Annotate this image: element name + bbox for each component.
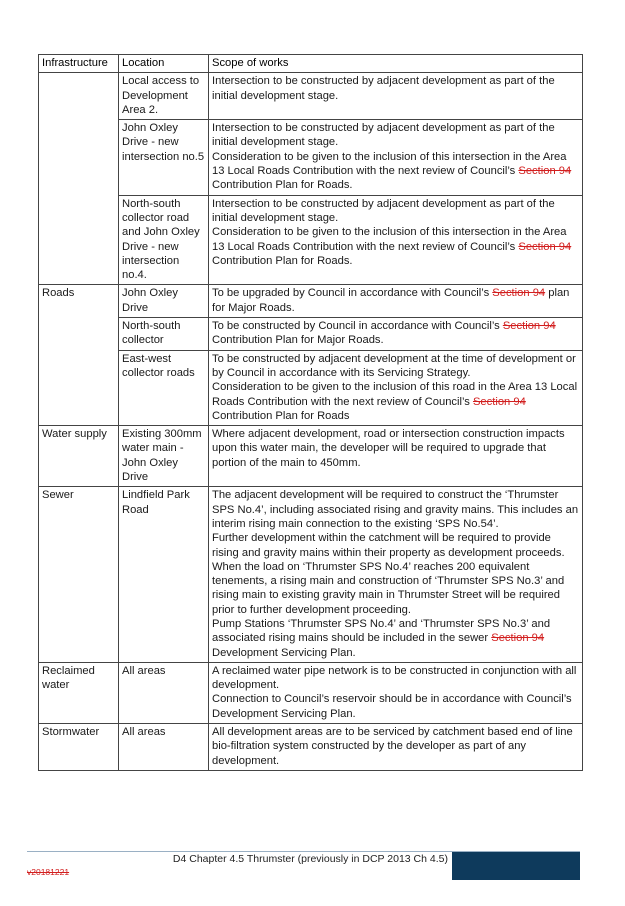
- location-cell: John Oxley Drive: [119, 285, 209, 318]
- scope-cell: [209, 120, 583, 195]
- scope-cell: [209, 285, 583, 318]
- scope-paragraph: [212, 225, 579, 268]
- scope-cell: [209, 426, 583, 487]
- version-stamp: v20181221: [27, 867, 70, 877]
- table-header-row: [39, 55, 583, 73]
- deleted-text: Section 94: [518, 165, 572, 178]
- scope-paragraph: [212, 427, 579, 470]
- deleted-text: Section 94: [472, 395, 526, 408]
- scope-paragraph: [212, 380, 579, 423]
- location-cell: East-west collector roads: [119, 350, 209, 425]
- scope-paragraph: [212, 531, 579, 560]
- footer-accent-block: [452, 852, 580, 880]
- scope-cell: [209, 350, 583, 425]
- scope-cell: [209, 318, 583, 351]
- scope-cell: [209, 195, 583, 285]
- footer-title: D4 Chapter 4.5 Thrumster (previously in DCP 2013 Ch 4.5): [172, 853, 448, 865]
- infrastructure-cell: Water supply: [39, 426, 119, 487]
- scope-paragraph: [212, 286, 579, 315]
- infrastructure-table: [38, 54, 583, 771]
- scope-text: Further development within the catchment will be required to provide rising and gravity mains within their property as development proceeds.: [212, 532, 565, 559]
- scope-paragraph: [212, 488, 579, 531]
- location-cell: All areas: [119, 724, 209, 771]
- location-cell: John Oxley Drive - new intersection no.5: [119, 120, 209, 195]
- location-cell: Local access to Development Area 2.: [119, 73, 209, 120]
- scope-text: Connection to Council’s reservoir should be in accordance with Council’s Development Servicing Plan.: [212, 693, 572, 720]
- header-infrastructure: Infrastructure: [39, 55, 119, 73]
- scope-text: Contribution Plan for Roads.: [212, 179, 353, 192]
- scope-text: To be upgraded by Council in accordance with Council’s: [212, 287, 493, 300]
- table-row: [39, 487, 583, 663]
- scope-text: Where adjacent development, road or intersection construction impacts upon this water main, the developer will be required to upgrade that portion of the main to 450mm.: [212, 428, 565, 469]
- location-cell: Lindfield Park Road: [119, 487, 209, 663]
- infrastructure-cell: Reclaimed water: [39, 662, 119, 723]
- header-location: Location: [119, 55, 209, 73]
- scope-text: Intersection to be constructed by adjacent development as part of the initial development stage.: [212, 197, 555, 224]
- deleted-text: Section 94: [502, 320, 556, 333]
- scope-text: Consideration to be given to the inclusion of this road in the Area 13 Local Roads Contribution with the next review of Council’s: [212, 381, 578, 408]
- scope-paragraph: [212, 121, 579, 150]
- scope-paragraph: [212, 150, 579, 193]
- scope-paragraph: [212, 617, 579, 660]
- scope-cell: [209, 73, 583, 120]
- scope-text: Intersection to be constructed by adjacent development as part of the initial development stage.: [212, 122, 555, 149]
- infrastructure-cell: Roads: [39, 285, 119, 426]
- scope-text: Consideration to be given to the inclusion of this intersection in the Area 13 Local Roads Contribution with the next review of Council’s: [212, 226, 567, 253]
- scope-text: plan for Major Roads.: [212, 287, 570, 314]
- deleted-text: Section 94: [492, 287, 546, 300]
- scope-text: Development Servicing Plan.: [212, 646, 356, 659]
- scope-text: Pump Stations ‘Thrumster SPS No.4’ and ‘Thrumster SPS No.3’ and associated rising mains should be included in the sewer: [212, 617, 551, 645]
- scope-cell: [209, 662, 583, 723]
- scope-paragraph: [212, 319, 579, 348]
- scope-paragraph: [212, 692, 579, 721]
- infrastructure-cell: Stormwater: [39, 724, 119, 771]
- scope-paragraph: [212, 352, 579, 381]
- scope-text: The adjacent development will be required to construct the ‘Thrumster SPS No.4’, including associated rising and gravity mains. This includes an interim rising main connection to the existing ‘SPS No.54’.: [212, 489, 579, 530]
- table-row: [39, 73, 583, 120]
- scope-text: Consideration to be given to the inclusion of this intersection in the Area 13 Local Roads Contribution with the next review of Council’s: [212, 150, 567, 178]
- scope-paragraph: [212, 197, 579, 226]
- scope-text: All development areas are to be serviced by catchment based end of line bio-filtration system constructed by the developer as part of any development.: [212, 726, 573, 767]
- scope-text: Contribution Plan for Roads.: [212, 254, 353, 267]
- infrastructure-cell: [39, 73, 119, 285]
- header-scope: Scope of works: [209, 55, 583, 73]
- table-row: [39, 426, 583, 487]
- scope-text: To be constructed by adjacent development at the time of development or by Council in accordance with its Servicing Strategy.: [212, 352, 576, 379]
- scope-text: To be constructed by Council in accordance with Council’s: [212, 320, 503, 333]
- scope-paragraph: [212, 560, 579, 617]
- location-cell: Existing 300mm water main - John Oxley Drive: [119, 426, 209, 487]
- scope-text: Intersection to be constructed by adjacent development as part of the initial development stage.: [212, 75, 555, 102]
- deleted-text: Section 94: [491, 632, 545, 645]
- location-cell: All areas: [119, 662, 209, 723]
- scope-cell: [209, 724, 583, 771]
- scope-cell: [209, 487, 583, 663]
- location-cell: North-south collector: [119, 318, 209, 351]
- scope-text: Contribution Plan for Major Roads.: [212, 334, 384, 347]
- deleted-text: Section 94: [518, 240, 572, 253]
- infrastructure-cell: Sewer: [39, 487, 119, 663]
- scope-text: When the load on ‘Thrumster SPS No.4’ reaches 200 equivalent tenements, a rising main and construction of ‘Thrumster SPS No.3’ and rising main to existing gravity main in Thrumster Street will be required prior to further development proceeding.: [212, 560, 565, 616]
- table-row: [39, 318, 583, 351]
- table-row: [39, 120, 583, 195]
- table-row: [39, 195, 583, 285]
- table-row: [39, 662, 583, 723]
- scope-text: A reclaimed water pipe network is to be constructed in conjunction with all development.: [212, 664, 577, 692]
- table-row: [39, 724, 583, 771]
- scope-paragraph: [212, 664, 579, 693]
- table-row: [39, 350, 583, 425]
- scope-paragraph: [212, 725, 579, 768]
- table-row: [39, 285, 583, 318]
- scope-text: Contribution Plan for Roads: [212, 409, 350, 422]
- location-cell: North-south collector road and John Oxley Drive - new intersection no.4.: [119, 195, 209, 285]
- scope-paragraph: [212, 74, 579, 103]
